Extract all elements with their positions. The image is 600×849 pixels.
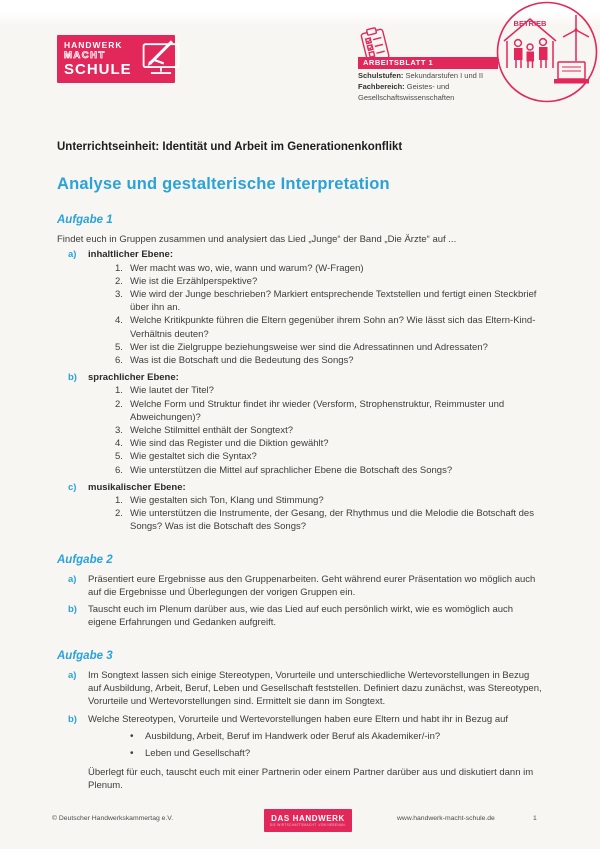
question-row <box>88 275 543 288</box>
question-number: 2. <box>115 508 123 520</box>
bullet-item <box>130 730 543 743</box>
meta-fachbereich-value: Geistes- und Gesellschaftswissenschaften <box>358 82 455 102</box>
question-number: 2. <box>115 275 123 287</box>
task-letter-body <box>88 669 543 709</box>
task-letter: b) <box>68 713 77 725</box>
question-text: Wie unterstützen die Mittel auf sprachlicher Ebene die Botschaft des Songs? <box>130 464 453 476</box>
question-row <box>88 437 543 450</box>
question-number: 5. <box>115 451 123 463</box>
question-text: Wie gestalten sich Ton, Klang und Stimmung? <box>130 495 324 507</box>
question-text: Wer ist die Zielgruppe beziehungsweise wer sind die Adressatinnen und Adressaten? <box>130 341 488 353</box>
question-row <box>88 384 543 397</box>
task-letter-label: sprachlicher Ebene: <box>88 372 179 384</box>
bullet-text: Ausbildung, Arbeit, Beruf im Handwerk oder Beruf als Akademiker/-in? <box>145 730 441 742</box>
question-number: 4. <box>115 438 123 450</box>
task-letter: b) <box>68 372 77 384</box>
task-letter-body <box>88 713 543 793</box>
question-row <box>88 424 543 437</box>
question-row <box>88 450 543 463</box>
question-text: Welche Form und Struktur findet ihr wieder (Versform, Strophenstruktur, Reimmuster und Abweichungen)? <box>130 398 505 423</box>
question-row <box>88 354 543 367</box>
question-number: 6. <box>115 464 123 476</box>
question-number: 1. <box>115 385 123 397</box>
task-item-text: Welche Stereotypen, Vorurteile und Wertevorstellungen haben eure Eltern und habt ihr in Bezug auf <box>88 713 509 725</box>
question-row <box>88 314 543 340</box>
bullet-text: Leben und Gesellschaft? <box>145 747 251 759</box>
meta-schulstufen-value: Sekundarstufen I und II <box>405 71 484 80</box>
question-row <box>88 494 543 507</box>
question-number: 3. <box>115 289 123 301</box>
worksheet-banner: ARBEITSBLATT 1 <box>358 57 498 69</box>
question-number: 4. <box>115 315 123 327</box>
task-letter-item <box>68 713 543 793</box>
question-text: Wie sind das Register und die Diktion gewählt? <box>130 438 329 450</box>
task-letter-item <box>68 669 543 709</box>
question-text: Wie wird der Junge beschrieben? Markiert entsprechende Textstellen und fertigt einen Steckbrief über ihn an. <box>130 289 537 314</box>
question-number: 3. <box>115 425 123 437</box>
question-text: Welche Stilmittel enthält der Songtext? <box>130 425 293 437</box>
task-section <box>57 554 543 630</box>
task-letter-body <box>88 573 543 599</box>
footer-url: www.handwerk-macht-schule.de <box>397 815 495 822</box>
task-letter: a) <box>68 249 77 261</box>
task-intro: Findet euch in Gruppen zusammen und analysiert das Lied „Junge“ der Band „Die Ärzte“ auf ... <box>57 234 457 246</box>
das-handwerk-logo-text: DAS HANDWERK <box>271 814 345 823</box>
page-title: Analyse und gestalterische Interpretation <box>57 175 390 193</box>
question-row <box>88 288 543 314</box>
question-text: Wer macht was wo, wie, wann und warum? (W-Fragen) <box>130 262 364 274</box>
question-text: Wie unterstützen die Instrumente, der Gesang, der Rhythmus und die Melodie die Botschaft des Songs? Was ist die Botschaft des Songs? <box>130 508 534 533</box>
task-letter-item <box>68 248 543 367</box>
task-letter-body <box>88 603 543 629</box>
betrieb-label: BETRIEB <box>513 19 547 28</box>
task-letter-body <box>88 481 543 534</box>
unit-kicker: Unterrichtseinheit: Identität und Arbeit im Generationenkonflikt <box>57 141 403 153</box>
task-letter-item <box>68 371 543 477</box>
question-row <box>88 262 543 275</box>
question-number: 5. <box>115 341 123 353</box>
question-text: Wie ist die Erzählperspektive? <box>130 275 258 287</box>
task-section <box>57 650 543 793</box>
task-heading: Aufgabe 3 <box>57 649 113 662</box>
question-number: 1. <box>115 262 123 274</box>
bullet-icon: • <box>130 730 134 742</box>
bullet-icon: • <box>130 747 134 759</box>
task-letter-item <box>68 573 543 599</box>
question-text: Wie gestaltet sich die Syntax? <box>130 451 257 463</box>
meta-fachbereich-label: Fachbereich: <box>358 82 405 91</box>
task-section <box>57 214 543 534</box>
task-item-text: Präsentiert eure Ergebnisse aus den Gruppenarbeiten. Geht während eurer Präsentation wo möglich auch auf die Ergebnisse und Überlegungen der vorigen Gruppen ein. <box>88 573 536 599</box>
task-outro: Überlegt für euch, tauscht euch mit einer Partnerin oder einem Partner darüber aus und diskutiert dann im Plenum. <box>88 767 534 792</box>
question-row <box>88 507 543 533</box>
task-letter-body <box>88 371 543 477</box>
question-number: 1. <box>115 495 123 507</box>
task-item-text: Im Songtext lassen sich einige Stereotypen, Vorurteile und unterschiedliche Wertevorstellungen in Bezug auf Ausbildung, Arbeit, Beruf, Leben und Gesellschaft feststellen. Definiert dazu zunächst, was Stereotypen, Vorurteile und Wertevorstellungen sind. Ermittelt sie dann im Songtext. <box>88 669 542 708</box>
logo-line1: HANDWERK <box>64 40 123 50</box>
meta-schulstufen-label: Schulstufen: <box>358 71 404 80</box>
bullet-item <box>130 747 543 760</box>
task-letter-item <box>68 481 543 534</box>
question-text: Wie lautet der Titel? <box>130 385 214 397</box>
task-letter-body <box>88 248 543 367</box>
footer-page-number: 1 <box>533 815 537 822</box>
meta-fachbereich <box>358 81 530 103</box>
question-text: Welche Kritikpunkte führen die Eltern gegenüber ihrem Sohn an? Wie lässt sich das Eltern-Kind-Verhältnis deuten? <box>130 315 536 340</box>
task-letter-item <box>68 603 543 629</box>
task-heading: Aufgabe 1 <box>57 214 113 226</box>
task-letter: b) <box>68 604 77 616</box>
question-row <box>88 398 543 424</box>
das-handwerk-logo-slogan: DIE WIRTSCHAFTSMACHT. VON NEBENAN. <box>269 823 347 827</box>
question-row <box>88 341 543 354</box>
meta-schulstufen <box>358 70 530 81</box>
task-letter: a) <box>68 669 77 681</box>
logo-line3: SCHULE <box>64 61 132 78</box>
footer-copyright: © Deutscher Handwerkskammertag e.V. <box>52 815 174 822</box>
page-footer <box>0 806 600 842</box>
task-heading: Aufgabe 2 <box>57 553 113 566</box>
task-letter: c) <box>68 481 77 493</box>
question-number: 2. <box>115 398 123 410</box>
das-handwerk-logo <box>264 809 352 832</box>
question-number: 6. <box>115 355 123 367</box>
task-item-text: Tauscht euch im Plenum darüber aus, wie das Lied auf euch persönlich wirkt, wie es womöglich auch eigene Erfahrungen und Gedanken aufgreift. <box>88 604 514 629</box>
worksheet-meta <box>358 70 530 103</box>
task-letter-label: musikalischer Ebene: <box>88 481 186 493</box>
tasks <box>57 214 543 793</box>
logo-line2: MACHT <box>64 50 106 61</box>
question-row <box>88 464 543 477</box>
task-letter: a) <box>68 573 77 585</box>
task-letter-label: inhaltlicher Ebene: <box>88 249 173 261</box>
question-text: Was ist die Botschaft und die Bedeutung des Songs? <box>130 355 354 367</box>
